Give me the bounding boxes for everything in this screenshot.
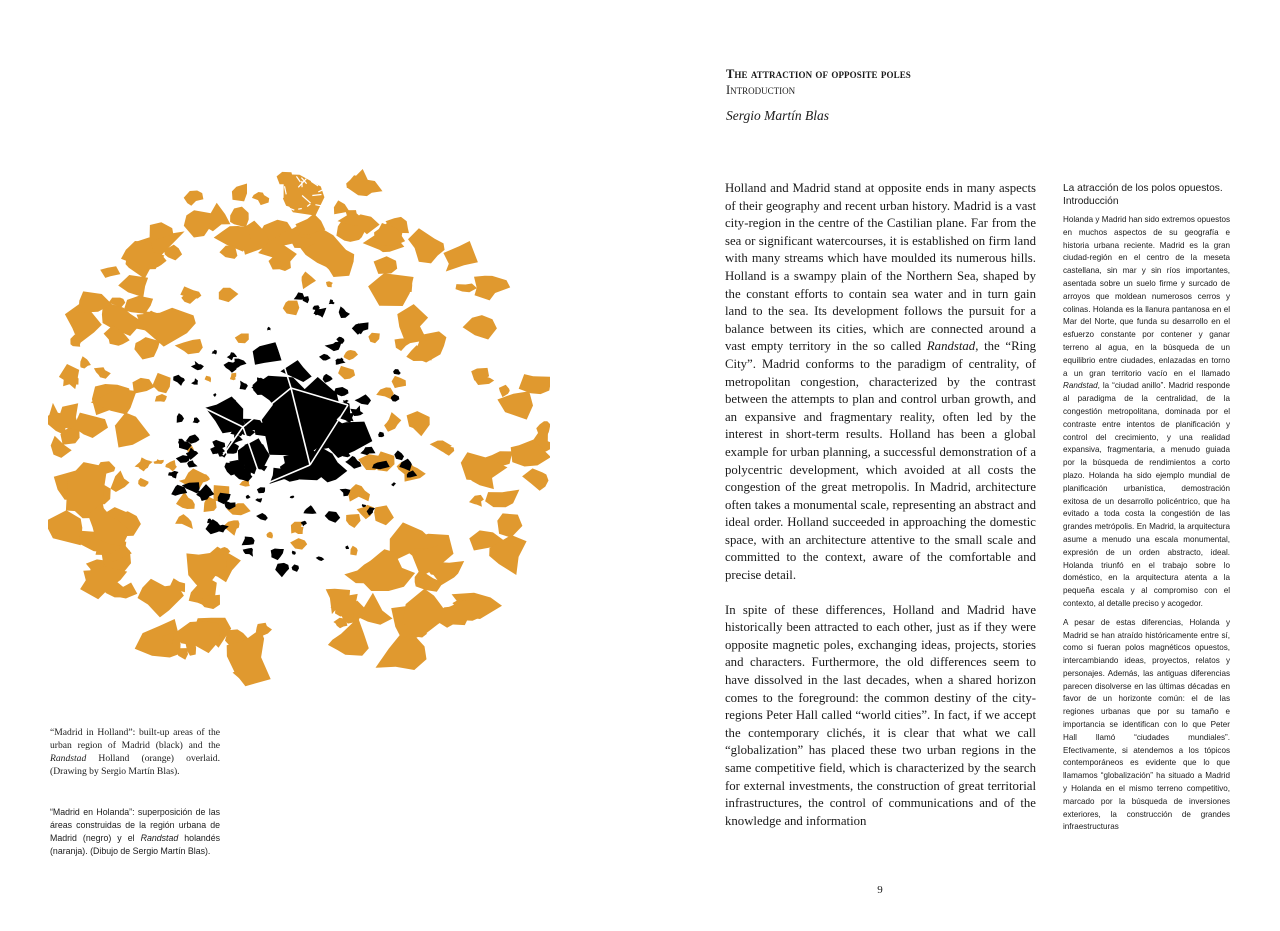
madrid-patch: [191, 361, 204, 370]
madrid-patch: [271, 549, 284, 561]
randstad-patch: [100, 266, 120, 278]
madrid-patch: [316, 556, 325, 561]
randstad-patch: [374, 256, 398, 274]
madrid-built-areas: [168, 292, 417, 577]
madrid-patch: [290, 496, 295, 499]
randstad-patch: [155, 394, 167, 402]
madrid-patch: [325, 511, 341, 523]
madrid-patch: [173, 375, 185, 386]
randstad-patch: [395, 338, 410, 351]
randstad-patch: [397, 304, 428, 344]
english-paragraph-1: [725, 180, 1036, 585]
caption-en-randstad: Randstad: [50, 753, 87, 764]
article-title: The attraction of opposite poles: [726, 67, 911, 81]
randstad-patch: [94, 367, 111, 379]
madrid-patch: [213, 393, 216, 397]
randstad-patch: [138, 478, 148, 487]
randstad-patch: [235, 334, 249, 344]
madrid-patch: [392, 482, 397, 486]
randstad-patch: [522, 468, 548, 490]
madrid-patch: [292, 564, 299, 572]
randstad-patch: [205, 376, 211, 383]
randstad-patch: [474, 276, 510, 301]
madrid-patch: [240, 381, 248, 390]
spanish-p1-randstad: Randstad: [1063, 381, 1098, 391]
madrid-patch: [255, 498, 262, 503]
randstad-patch: [384, 412, 401, 432]
randstad-patch: [497, 513, 522, 537]
northern-city-detail: [284, 171, 326, 215]
randstad-patch: [346, 514, 361, 528]
randstad-patch: [152, 373, 170, 393]
randstad-patch: [374, 505, 394, 525]
randstad-patch: [519, 374, 550, 394]
madrid-randstad-map: [48, 165, 550, 697]
randstad-patch: [66, 462, 107, 513]
article-author: Sergio Martín Blas: [726, 108, 829, 123]
english-p1-randstad: Randstad: [926, 339, 976, 354]
spanish-p1-text-a: Holanda y Madrid han sido extremos opuestos en muchos aspectos de su geografía e historia urbana reciente. Madrid es la gran ciudad-región en el centro de la meseta castellana, sin mar y sin ríos importantes, asentada sobre un suelo firme y surcado de arroyos que moldean numerosos cerros y colinas. Holanda es la llanura pantanosa en el Mar del Norte, que funda su desarrollo en el esfuerzo constante por contener y ganar terreno al agua, en la búsqueda de un equilibrio entre ciudades, enlazadas en torno a un gran territorio vacío en el llamado: [1063, 215, 1230, 378]
madrid-patch: [393, 369, 401, 375]
randstad-patch: [302, 272, 316, 290]
article-subtitle: Introduction: [726, 83, 796, 97]
randstad-patch: [290, 538, 307, 550]
madrid-patch: [339, 306, 350, 318]
madrid-patch: [323, 374, 333, 383]
madrid-patch: [168, 471, 179, 479]
randstad-patch: [184, 191, 204, 206]
randstad-patch: [456, 284, 478, 293]
randstad-patch: [348, 484, 370, 502]
caption-en-text-2: Holland (orange) overlaid. (Drawing by Sergio Martín Blas).: [50, 753, 220, 777]
spanish-paragraph-1: [1063, 214, 1230, 611]
madrid-patch: [319, 354, 331, 361]
randstad-patch: [368, 273, 414, 306]
caption-es-text-2: holandés (naranja). (Dibujo de Sergio Martín Blas).: [50, 833, 220, 856]
randstad-patch: [219, 246, 237, 259]
randstad-patch: [463, 315, 497, 339]
randstad-patch: [219, 288, 239, 302]
randstad-patch: [499, 385, 510, 397]
randstad-patch: [266, 532, 273, 539]
randstad-patch: [48, 510, 82, 545]
randstad-patch: [118, 275, 148, 297]
madrid-patch: [177, 413, 184, 423]
randstad-patch: [232, 184, 247, 202]
madrid-patch: [345, 456, 361, 469]
madrid-patch: [345, 546, 349, 550]
randstad-patch: [80, 356, 91, 368]
randstad-patch: [230, 207, 249, 228]
randstad-patch: [134, 337, 160, 359]
spanish-p1-text-b: , la “ciudad anillo”. Madrid responde al paradigma de la centralidad, de la congestión metropolitana, dominada por el contraste entre intentos de planificación y control del crecimiento, y una realidad expansiva, fragmentaria, a menudo guiada por la búsqueda de rendimientos a corto plazo. Holanda ha sido ejemplo mundial de planificación urbanística, demostración exitosa de un desarrollo policéntrico, que ha evitado a toda costa la congestión de las grandes metrópolis. En Madrid, la arquitectura asume a menudo una escala monumental, expresión de un orden abstracto, ideal. Holanda triunfó en el trabajo sobre lo doméstico, en la arquitectura atenta a la pequeña escala y al compromiso con el contexto, al detalle preciso y acogedor.: [1063, 381, 1230, 608]
randstad-patch: [153, 459, 163, 464]
randstad-patch: [442, 446, 455, 456]
article-header: [726, 67, 1146, 124]
randstad-patch: [443, 241, 478, 272]
randstad-patch: [344, 350, 358, 360]
randstad-patch: [392, 376, 406, 388]
madrid-patch: [360, 447, 375, 455]
madrid-patch: [303, 505, 316, 514]
spanish-column: [1063, 182, 1230, 840]
english-body: [725, 180, 1036, 847]
madrid-patch: [267, 327, 271, 331]
madrid-patch: [243, 548, 253, 557]
madrid-patch: [176, 455, 190, 463]
caption-es-text-1: “Madrid en Holanda”: superposición de las áreas construidas de la región urbana de Madrid (negro) y el: [50, 807, 220, 843]
randstad-patch: [184, 210, 211, 237]
spanish-title: La atracción de los polos opuestos. Introducción: [1063, 183, 1223, 207]
randstad-patch: [252, 192, 269, 205]
randstad-patch: [165, 460, 177, 471]
spanish-paragraph-2: A pesar de estas diferencias, Holanda y Madrid se han atraído históricamente entre sí, como si fueran polos magnéticos opuestos, intercambiando ideas, proyectos, relatos y personajes. Además, las antiguas diferencias parecen disolverse en las últimas décadas en favor de un horizonte común: el de las regiones urbanas que por su tamaño e importancia se identifican con lo que Peter Hall llamó “ciudades mundiales”. Efectivamente, si atendemos a los tópicos contemporáneos es evidente que lo que llamamos “globalización” ha situado a Madrid y Holanda en el mismo terreno competitivo, marcado por la búsqueda de inversiones exteriores, la construcción de grandes infraestructuras: [1063, 617, 1230, 832]
madrid-patch: [257, 487, 265, 493]
randstad-patch: [408, 228, 445, 263]
madrid-patch: [329, 299, 335, 304]
madrid-patch: [193, 417, 200, 423]
randstad-patch: [485, 490, 519, 508]
randstad-patch: [338, 366, 355, 380]
madrid-patch: [325, 342, 342, 352]
page-number: 9: [877, 884, 883, 896]
randstad-patch: [407, 411, 430, 436]
northern-city-street: [298, 209, 302, 210]
figure-caption-spanish: [50, 806, 220, 858]
randstad-patch: [175, 339, 203, 354]
randstad-patch: [368, 333, 379, 344]
madrid-patch: [292, 551, 296, 555]
madrid-patch: [187, 460, 198, 467]
madrid-patch: [275, 563, 289, 577]
randstad-patch: [326, 281, 333, 287]
figure-caption-english: [50, 726, 220, 778]
randstad-patch: [356, 549, 415, 591]
randstad-patch: [186, 552, 226, 592]
english-p1-text-b: , the “Ring City”. Madrid conforms to the paradigm of centrality, of metropolitan congestion, characterized by the contrast between the attempts to plan and control urban growth, and an expansive and fragmentary reality, often led by the interest in short-term results. Holland has been a global example for urban planning, a successful demonstration of a polycentric development, which avoided at all costs the congestion of the great metropolis. In Madrid, architecture often takes a monumental scale, representing an abstract and ideal order. Holland succeeded in approaching the domestic space, with an architecture attentive to the small scale and committed to the context, aware of the comfortable and precise detail.: [725, 339, 1036, 583]
madrid-patch: [301, 521, 307, 527]
randstad-patch: [115, 413, 150, 448]
randstad-patch: [359, 593, 392, 625]
randstad-patch: [124, 296, 154, 314]
northern-city-street: [304, 171, 311, 177]
randstad-patch: [347, 169, 383, 196]
randstad-patch: [177, 648, 188, 660]
caption-es-randstad: Randstad: [140, 833, 179, 843]
madrid-patch: [242, 537, 255, 546]
madrid-patch: [191, 378, 198, 384]
randstad-patch: [403, 589, 449, 634]
madrid-patch: [394, 450, 404, 460]
madrid-patch: [212, 350, 217, 355]
randstad-patch: [135, 619, 181, 658]
randstad-patch: [350, 546, 357, 556]
madrid-patch: [378, 432, 384, 437]
madrid-patch: [355, 394, 371, 405]
randstad-patch: [135, 457, 153, 469]
english-paragraph-2: In spite of these differences, Holland and Madrid have historically been attracted to each other, just as if they were opposite magnetic poles, exchanging ideas, projects, stories and characters. Furthermore, the old differences seem to have dissolved in the last decades, when a shared horizon comes to the foreground: the common destiny of the city-regions Peter Hall called “world cities”. In fact, if we accept the contemporary clichés, it is clear that what we call “globalization” has placed these two urban regions in the same competitive field, which is characterized by the search for external investments, the construction of great territorial infrastructures, the control of communications and of the knowledge and information: [725, 602, 1036, 828]
randstad-patch: [111, 471, 130, 493]
randstad-patch: [175, 514, 193, 529]
randstad-patch: [469, 495, 484, 507]
madrid-patch: [246, 495, 251, 499]
madrid-patch: [335, 359, 345, 365]
caption-en-text-1: “Madrid in Holland”: built-up areas of the urban region of Madrid (black) and the: [50, 727, 220, 751]
randstad-patch: [230, 373, 236, 381]
randstad-patch: [283, 301, 300, 316]
madrid-patch: [256, 513, 268, 521]
english-p1-text-a: Holland and Madrid stand at opposite ends in many aspects of their geography and recent urban history. Madrid is a vast city-region in the centre of the Castilian plane. Far from the sea or significant watercourses, it is established on firm land with many streams which have moulded its numerous hills. Holland is a swampy plain of the Northern Sea, shaped by the constant efforts to contain sea water and in turn gain land to the sea. Its development follows the pursuit for a balance between its cities, which are connected around a vast empty territory in the so called: [725, 181, 1036, 354]
